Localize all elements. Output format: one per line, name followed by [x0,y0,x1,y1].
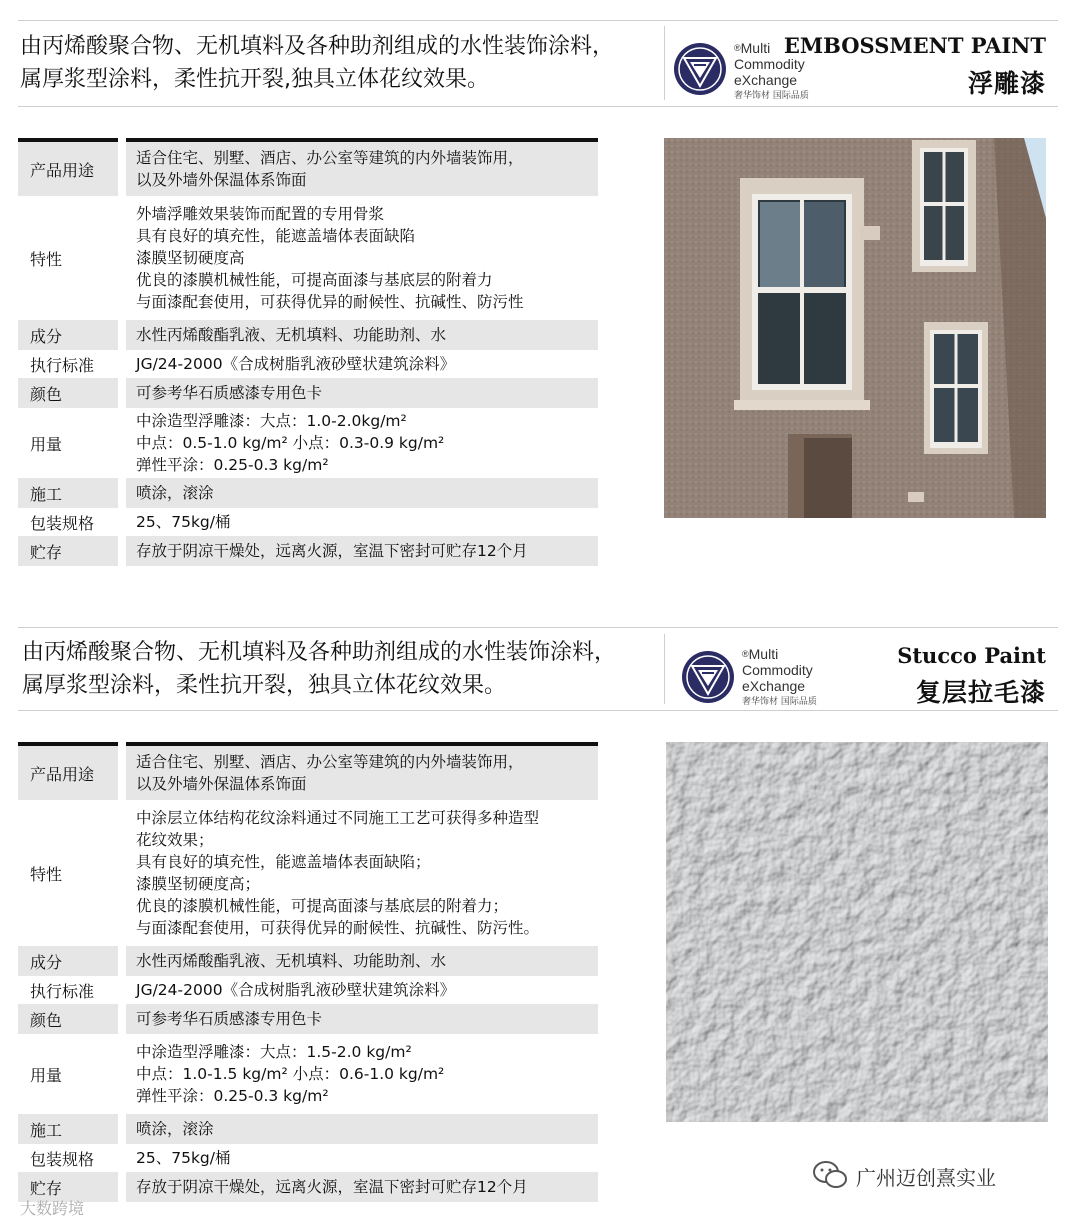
product-title-cn: 浮雕漆 [967,69,1046,98]
brand-line: Commodity [734,56,805,72]
spec-value-line: 弹性平涂：0.25-0.3 kg/m² [136,456,329,474]
spec-value-line: 水性丙烯酸酯乳液、无机填料、功能助剂、水 [136,326,447,344]
spec-label: 成分 [18,946,118,976]
spec-label: 颜色 [18,378,118,408]
product-title-en: Stucco Paint [897,643,1046,668]
spec-value [126,746,598,800]
spec-row [18,946,598,976]
site-watermark: 大数跨境 [20,1199,85,1218]
spec-value-line: 适合住宅、别墅、酒店、办公室等建筑的内外墙装饰用， [136,149,524,167]
spec-value [126,976,598,1004]
brand-line: ®Multi [742,646,779,662]
brand-line: eXchange [742,678,806,694]
spec-value-line: 中涂造型浮雕漆：大点：1.0-2.0kg/m² [136,412,407,430]
spec-label: 产品用途 [18,746,118,800]
spec-label: 特性 [30,249,63,269]
spec-value-line: 可参考华石质感漆专用色卡 [136,384,323,402]
spec-value-line: 喷涂，滚涂 [136,484,214,502]
spec-value-line: 优良的漆膜机械性能，可提高面漆与基底层的附着力 [136,271,493,289]
spec-value-line: 花纹效果； [136,831,214,849]
divider [664,634,665,704]
spec-label: 产品用途 [18,142,118,196]
spec-row [18,746,598,800]
spec-value [126,1172,598,1202]
spec-label: 成分 [18,320,118,350]
spec-value-line: 漆膜坚韧硬度高 [136,249,245,267]
spec-value-line: 优良的漆膜机械性能，可提高面漆与基底层的附着力； [136,897,509,915]
spec-label: 用量 [30,434,63,454]
spec-value-line: 中点：0.5-1.0 kg/m² 小点：0.3-0.9 kg/m² [136,434,445,452]
spec-value-line: 具有良好的填充性，能遮盖墙体表面缺陷 [136,227,416,245]
mcx-shield-logo-icon [680,646,736,708]
spec-value-line: 喷涂，滚涂 [136,1120,214,1138]
spec-value-line: 与面漆配套使用，可获得优异的耐候性、抗碱性、防污性。 [136,919,540,937]
spec-table [18,746,598,1202]
spec-value-line: JG/24-2000《合成树脂乳液砂壁状建筑涂料》 [136,355,456,373]
spec-label: 施工 [18,1114,118,1144]
brand-line: ®Multi [734,40,771,56]
brand-name [742,646,813,694]
spec-row [18,976,598,1004]
spec-value-line: 可参考华石质感漆专用色卡 [136,1010,323,1028]
spec-value-line: 中涂造型浮雕漆：大点：1.5-2.0 kg/m² [136,1043,412,1061]
spec-label: 贮存 [18,536,118,566]
spec-value [126,1034,598,1114]
spec-value [126,946,598,976]
spec-value-line: 中涂层立体结构花纹涂料通过不同施工工艺可获得多种造型 [136,809,540,827]
spec-label: 执行标准 [30,355,95,375]
divider [18,710,1058,711]
spec-label: 用量 [30,1065,63,1085]
brand-tagline: 奢华饰材 国际品质 [734,91,809,101]
spec-value [126,1114,598,1144]
spec-value-line: 以及外墙外保温体系饰面 [136,775,307,793]
spec-value-line: 存放于阴凉干燥处，远离火源，室温下密封可贮存12个月 [136,542,528,560]
spec-value-line: 中点：1.0-1.5 kg/m² 小点：0.6-1.0 kg/m² [136,1065,445,1083]
spec-row [18,1034,598,1114]
spec-label: 颜色 [18,1004,118,1034]
spec-value-line: 存放于阴凉干燥处，远离火源，室温下密封可贮存12个月 [136,1178,528,1196]
product-title-cn: 复层拉毛漆 [915,678,1046,707]
product-title-en: EMBOSSMENT PAINT [783,33,1046,58]
intro-line: 由丙烯酸聚合物、无机填料及各种助剂组成的水性装饰涂料， [22,640,617,665]
spec-row [18,1144,598,1172]
spec-value-line: 弹性平涂：0.25-0.3 kg/m² [136,1087,329,1105]
spec-value [126,800,598,946]
brand-line: Commodity [742,662,813,678]
spec-label: 执行标准 [30,981,95,1001]
spec-value-line: 适合住宅、别墅、酒店、办公室等建筑的内外墙装饰用， [136,753,524,771]
spec-row [18,1172,598,1202]
wechat-icon [812,1160,848,1190]
spec-value-line: 漆膜坚韧硬度高； [136,875,261,893]
spec-value-line: 水性丙烯酸酯乳液、无机填料、功能助剂、水 [136,952,447,970]
spec-value-line: JG/24-2000《合成树脂乳液砂壁状建筑涂料》 [136,981,456,999]
spec-value-line: 以及外墙外保温体系饰面 [136,171,307,189]
intro-text [22,636,616,702]
spec-label: 施工 [18,478,118,508]
header-rule [18,742,118,746]
spec-label: 贮存 [18,1172,118,1202]
account-watermark: 广州迈创熹实业 [856,1166,996,1190]
spec-label: 特性 [30,864,63,884]
brand-line: eXchange [734,72,798,88]
spec-value-line: 外墙浮雕效果装饰而配置的专用骨浆 [136,205,385,223]
brand-tagline: 奢华饰材 国际品质 [742,697,817,707]
intro-line: 属厚浆型涂料，柔性抗开裂,独具立体花纹效果。 [20,67,489,92]
divider [18,627,1058,628]
spec-row [18,1114,598,1144]
spec-row [18,1004,598,1034]
intro-line: 属厚浆型涂料，柔性抗开裂，独具立体花纹效果。 [22,673,507,698]
spec-value [126,1004,598,1034]
intro-line: 由丙烯酸聚合物、无机填料及各种助剂组成的水性装饰涂料， [20,34,615,59]
spec-row [18,800,598,946]
spec-value-line: 25、75kg/桶 [136,1149,231,1167]
spec-value-line: 25、75kg/桶 [136,513,231,531]
spec-value-line: 具有良好的填充性，能遮盖墙体表面缺陷； [136,853,431,871]
stucco-texture-photo [666,742,1048,1122]
header-rule [126,742,598,746]
spec-value [126,1144,598,1172]
spec-label: 包装规格 [30,513,95,533]
spec-value-line: 与面漆配套使用，可获得优异的耐候性、抗碱性、防污性 [136,293,524,311]
spec-label: 包装规格 [30,1149,95,1169]
